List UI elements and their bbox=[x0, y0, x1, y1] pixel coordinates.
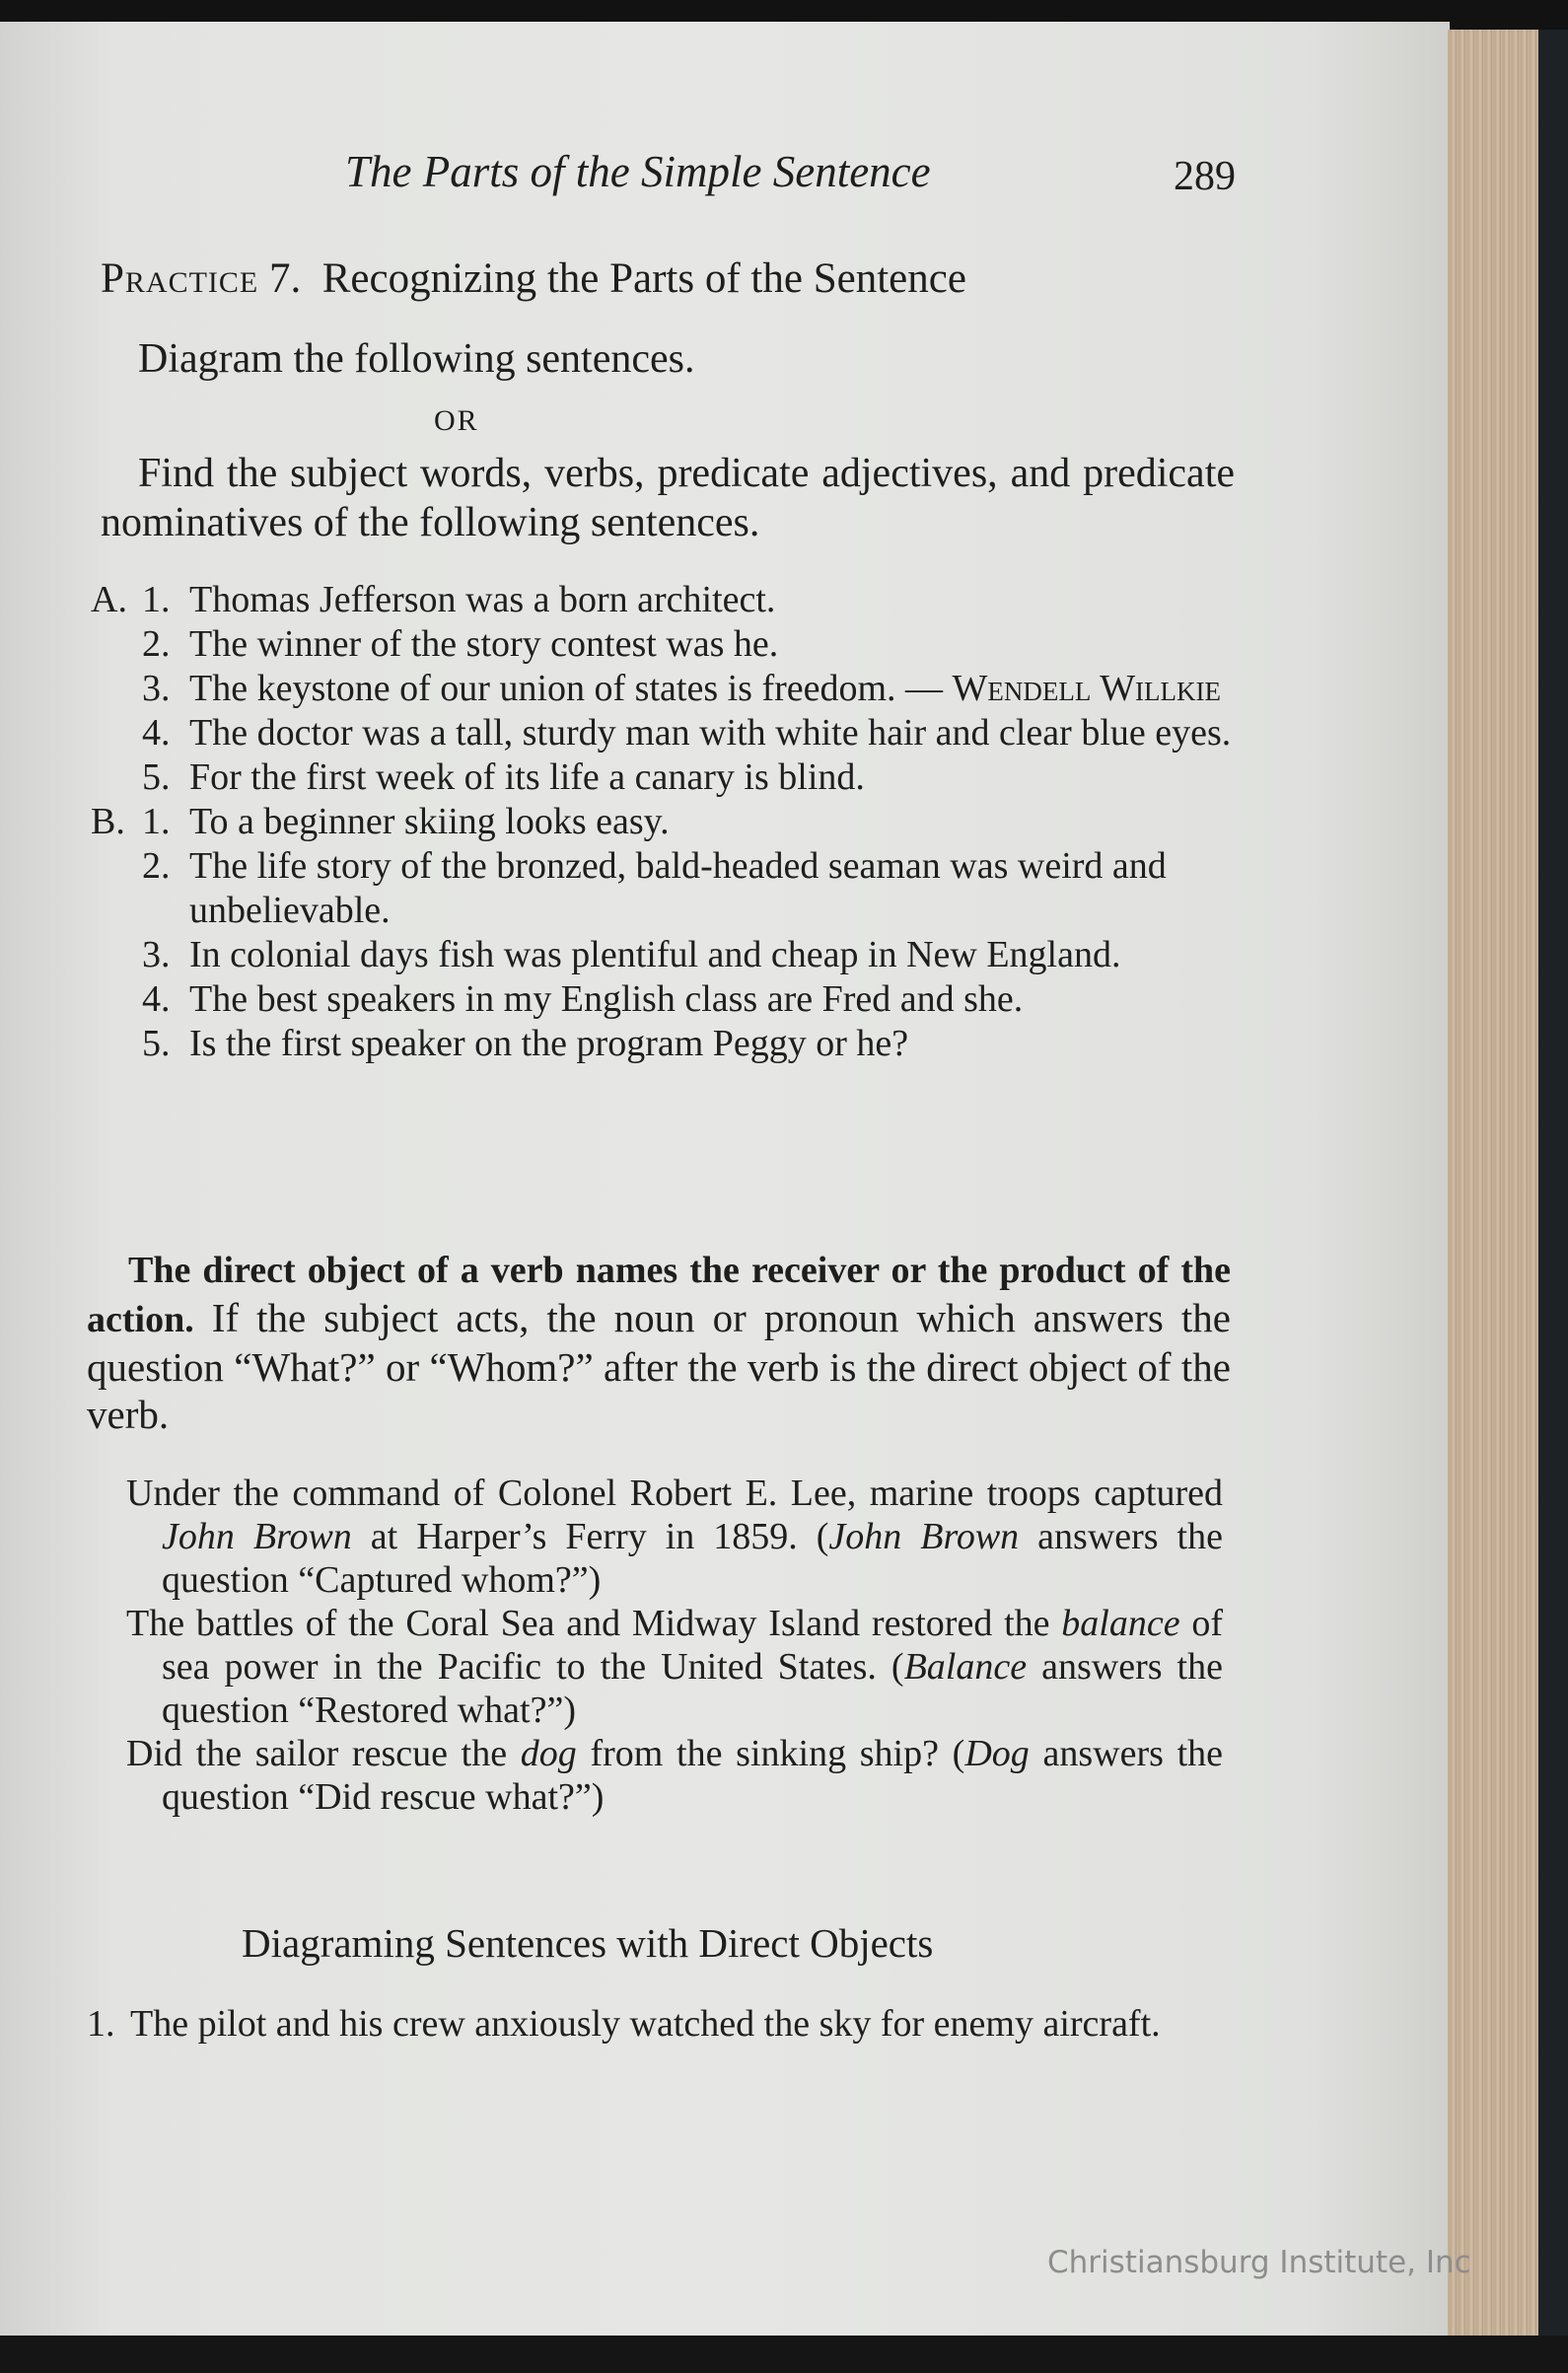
list-item bbox=[91, 578, 1235, 622]
item-text: For the first week of its life a canary is blind. bbox=[189, 756, 865, 798]
item-number: 5. bbox=[142, 1023, 171, 1064]
item-text: The pilot and his crew anxiously watched the sky for enemy aircraft. bbox=[130, 2003, 1161, 2045]
instruction-diagram: Diagram the following sentences. bbox=[138, 336, 695, 382]
item-text: Is the first speaker on the program Peggy or he? bbox=[189, 1023, 909, 1064]
item-text: Thomas Jefferson was a born architect. bbox=[189, 579, 776, 620]
running-header: The Parts of the Simple Sentence bbox=[345, 147, 931, 196]
practice-label: Practice bbox=[101, 255, 259, 302]
instruction-find: Find the subject words, verbs, predicate adjectives, and predicate nominatives of the following sentences. bbox=[101, 451, 1235, 545]
item-number: 2. bbox=[142, 845, 171, 887]
list-item bbox=[91, 933, 1235, 977]
item-quote: The keystone of our union of states is freedom. — bbox=[189, 668, 953, 709]
item-text: To a beginner skiing looks easy. bbox=[189, 801, 670, 842]
list-item bbox=[91, 844, 1235, 933]
definition-rest: If the subject acts, the noun or pronoun which answers the question “What?” or “Whom?” after the verb is the direct object of the verb. bbox=[87, 1295, 1231, 1437]
group-label-b: B. bbox=[91, 801, 125, 842]
list-item bbox=[91, 667, 1235, 711]
item-number: 3. bbox=[142, 934, 171, 975]
book-cover-edge bbox=[1538, 30, 1568, 2342]
page-number: 289 bbox=[1174, 154, 1236, 199]
list-item bbox=[87, 2002, 1221, 2046]
practice-title: Recognizing the Parts of the Sentence bbox=[321, 255, 966, 302]
practice-number: 7. bbox=[269, 255, 302, 302]
quote-attribution: Wendell Willkie bbox=[952, 668, 1222, 709]
list-item bbox=[91, 622, 1235, 667]
definition-bold: The direct object of a verb names the receiver or the product of the action. bbox=[87, 1250, 1231, 1340]
item-text: The best speakers in my English class are Fred and she. bbox=[189, 978, 1024, 1020]
item-text: The winner of the story contest was he. bbox=[189, 623, 779, 665]
instruction-or: OR bbox=[434, 404, 479, 437]
group-label-a: A. bbox=[91, 579, 127, 620]
examples bbox=[126, 1472, 1223, 1819]
item-number: 4. bbox=[142, 978, 171, 1020]
item-text: The doctor was a tall, sturdy man with white hair and clear blue eyes. bbox=[189, 712, 1232, 754]
watermark: Christiansburg Institute, Inc bbox=[1047, 2245, 1471, 2280]
exercise-list bbox=[91, 578, 1235, 1066]
section-heading: Diagraming Sentences with Direct Objects bbox=[242, 1920, 934, 1966]
item-text bbox=[189, 667, 1235, 711]
list-item bbox=[91, 711, 1235, 755]
list-item bbox=[91, 800, 1235, 844]
item-number: 3. bbox=[142, 668, 171, 709]
example-sentence: The battles of the Coral Sea and Midway Island restored the balance of sea power in the Pacific to the United States. (Balance answers the question “Restored what?”) bbox=[126, 1603, 1223, 1731]
example-sentence: Did the sailor rescue the dog from the sinking ship? (Dog answers the question “Did rescue what?”) bbox=[126, 1733, 1223, 1818]
list-item bbox=[91, 755, 1235, 800]
background-strip bbox=[0, 2336, 1568, 2373]
direct-object-definition bbox=[87, 1245, 1231, 1438]
example-sentence: Under the command of Colonel Robert E. Lee, marine troops captured John Brown at Harper’s Ferry in 1859. (John Brown answers the question “Captured whom?”) bbox=[126, 1473, 1223, 1601]
item-number: 5. bbox=[142, 756, 171, 798]
item-number: 2. bbox=[142, 623, 171, 665]
item-number: 1. bbox=[142, 579, 171, 620]
list-item bbox=[91, 1022, 1235, 1066]
practice-heading bbox=[101, 254, 966, 303]
item-number: 1. bbox=[142, 801, 171, 842]
list-item bbox=[91, 977, 1235, 1022]
item-number: 4. bbox=[142, 712, 171, 754]
item-text: The life story of the bronzed, bald-headed seaman was weird and unbelievable. bbox=[189, 845, 1167, 931]
item-text: In colonial days fish was plentiful and cheap in New England. bbox=[189, 934, 1121, 975]
item-number: 1. bbox=[87, 2003, 115, 2045]
